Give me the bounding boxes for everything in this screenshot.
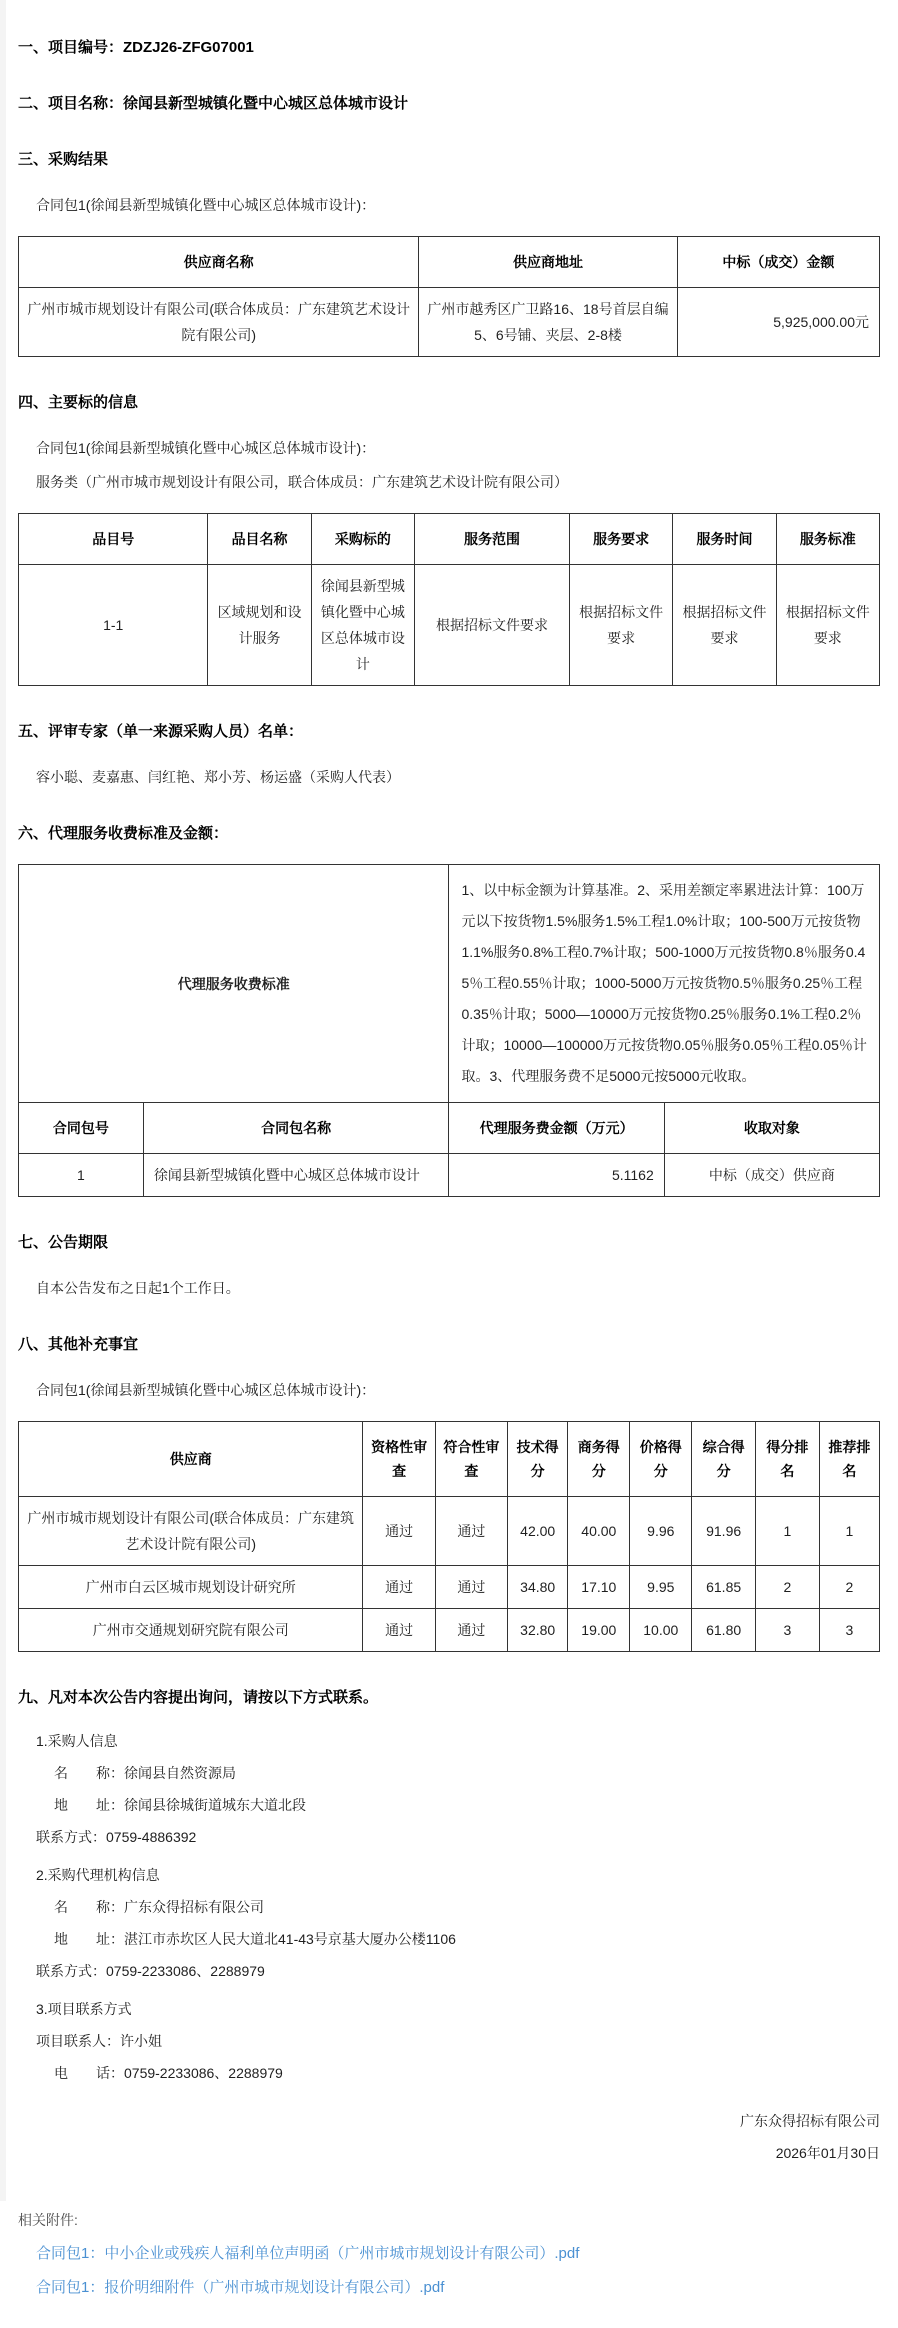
service-scope-cell: 根据招标文件要求 <box>415 565 570 686</box>
supplier-name-cell: 广州市交通规划研究院有限公司 <box>19 1609 363 1652</box>
recommend-rank-cell: 1 <box>819 1497 879 1566</box>
package-number-cell: 1 <box>19 1154 144 1197</box>
conformity-review-cell: 通过 <box>435 1566 507 1609</box>
agency-contact-value: 0759-2233086、2288979 <box>106 1963 265 1979</box>
table-header-row <box>19 1422 880 1497</box>
total-score-cell: 91.96 <box>692 1497 756 1566</box>
subject-category-label: 服务类（广州市城市规划设计有限公司，联合体成员：广东建筑艺术设计院有限公司） <box>36 471 880 493</box>
table-row <box>19 1497 880 1566</box>
agency-contact-line <box>36 1960 880 1982</box>
purchaser-address-line <box>54 1794 880 1816</box>
column-header: 资格性审查 <box>363 1422 435 1497</box>
column-header: 服务范围 <box>415 514 570 565</box>
table-row <box>19 1154 880 1197</box>
section-project-name-title: 二、项目名称：徐闻县新型城镇化暨中心城区总体城市设计 <box>18 94 880 114</box>
column-header: 中标（成交）金额 <box>677 237 879 288</box>
fee-standard-row <box>19 865 880 1103</box>
purchaser-address-value: 徐闻县徐城街道城东大道北段 <box>124 1797 306 1813</box>
service-time-cell: 根据招标文件要求 <box>673 565 776 686</box>
purchaser-name-value: 徐闻县自然资源局 <box>124 1765 236 1781</box>
price-score-cell: 9.95 <box>630 1566 692 1609</box>
section-project-number-title: 一、项目编号：ZDZJ26-ZFG07001 <box>18 38 880 58</box>
result-table <box>18 236 880 357</box>
section-supplement-title: 八、其他补充事宜 <box>18 1335 880 1355</box>
total-score-cell: 61.85 <box>692 1566 756 1609</box>
fee-payer-cell: 中标（成交）供应商 <box>664 1154 879 1197</box>
price-score-cell: 10.00 <box>630 1609 692 1652</box>
supplier-name-cell: 广州市白云区城市规划设计研究所 <box>19 1566 363 1609</box>
score-rank-cell: 1 <box>755 1497 819 1566</box>
notice-period-text: 自本公告发布之日起1个工作日。 <box>36 1277 880 1299</box>
agency-info-heading: 2.采购代理机构信息 <box>36 1864 880 1886</box>
agency-contact-label: 联系方式： <box>36 1963 106 1979</box>
purchaser-info-heading: 1.采购人信息 <box>36 1730 880 1752</box>
score-table <box>18 1421 880 1652</box>
price-score-cell: 9.96 <box>630 1497 692 1566</box>
column-header: 采购标的 <box>311 514 414 565</box>
project-phone-label: 电 话： <box>54 2065 124 2081</box>
column-header: 代理服务费金额（万元） <box>449 1103 664 1154</box>
signature-organization: 广东众得招标有限公司 <box>18 2110 880 2132</box>
table-header-row <box>19 237 880 288</box>
conformity-review-cell: 通过 <box>435 1609 507 1652</box>
column-header: 品目名称 <box>208 514 311 565</box>
experts-names: 容小聪、麦嘉惠、闫红艳、郑小芳、杨运盛（采购人代表） <box>36 766 880 788</box>
fee-amount-cell: 5.1162 <box>449 1154 664 1197</box>
column-header: 技术得分 <box>508 1422 568 1497</box>
section-procurement-result-title: 三、采购结果 <box>18 150 880 170</box>
purchaser-name-label: 名 称： <box>54 1765 124 1781</box>
technical-score-cell: 34.80 <box>508 1566 568 1609</box>
score-rank-cell: 2 <box>755 1566 819 1609</box>
column-header: 推荐排名 <box>819 1422 879 1497</box>
technical-score-cell: 42.00 <box>508 1497 568 1566</box>
business-score-cell: 17.10 <box>568 1566 630 1609</box>
column-header: 合同包号 <box>19 1103 144 1154</box>
table-row <box>19 565 880 686</box>
project-phone-value: 0759-2233086、2288979 <box>124 2065 283 2081</box>
section-agency-fee-title: 六、代理服务收费标准及金额： <box>18 824 880 844</box>
column-header: 供应商地址 <box>419 237 677 288</box>
attachment-link-declaration-pdf[interactable]: 合同包1：中小企业或残疾人福利单位声明函（广州市城市规划设计有限公司）.pdf <box>36 2244 880 2264</box>
table-row <box>19 288 880 357</box>
column-header: 符合性审查 <box>435 1422 507 1497</box>
attachments-label: 相关附件: <box>18 2210 880 2230</box>
qualification-review-cell: 通过 <box>363 1497 435 1566</box>
subject-package-label: 合同包1(徐闻县新型城镇化暨中心城区总体城市设计)： <box>36 437 880 459</box>
score-rank-cell: 3 <box>755 1609 819 1652</box>
supplier-name-cell: 广州市城市规划设计有限公司(联合体成员：广东建筑艺术设计院有限公司) <box>19 1497 363 1566</box>
supplement-package-label: 合同包1(徐闻县新型城镇化暨中心城区总体城市设计)： <box>36 1379 880 1401</box>
column-header: 合同包名称 <box>143 1103 449 1154</box>
column-header: 服务标准 <box>776 514 879 565</box>
project-contact-person-value: 许小姐 <box>120 2033 162 2049</box>
section-contact-title: 九、凡对本次公告内容提出询问，请按以下方式联系。 <box>18 1688 880 1708</box>
agency-address-value: 湛江市赤坎区人民大道北41-43号京基大厦办公楼1106 <box>124 1931 456 1947</box>
purchaser-contact-line <box>36 1826 880 1848</box>
project-phone-line <box>54 2062 880 2084</box>
signature-date: 2026年01月30日 <box>18 2142 880 2164</box>
fee-standard-label-cell: 代理服务收费标准 <box>19 865 449 1103</box>
agency-address-line <box>54 1928 880 1950</box>
project-contact-person-line <box>36 2030 880 2052</box>
fee-standard-text-cell: 1、以中标金额为计算基准。2、采用差额定率累进法计算：100万元以下按货物1.5%服务1.5%工程1.0%计取；100-500万元按货物1.1%服务0.8%工程0.7%计取；500-1000万元按货物0.8％服务0.45％工程0.55％计取；1000-5000万元按货物0.5％服务0.25％工程0.35％计取；5000—10000万元按货物0.25％服务0.1%工程0.2％计取；10000—100000万元按货物0.05％服务0.05％工程0.05％计取。3、代理服务费不足5000元按5000元收取。 <box>449 865 880 1103</box>
service-standard-cell: 根据招标文件要求 <box>776 565 879 686</box>
purchaser-contact-value: 0759-4886392 <box>106 1829 196 1845</box>
column-header: 品目号 <box>19 514 208 565</box>
attachment-link-quotation-pdf[interactable]: 合同包1：报价明细附件（广州市城市规划设计有限公司）.pdf <box>36 2278 880 2298</box>
agency-name-value: 广东众得招标有限公司 <box>124 1899 264 1915</box>
column-header: 得分排名 <box>755 1422 819 1497</box>
supplier-address-cell: 广州市越秀区广卫路16、18号首层自编5、6号铺、夹层、2-8楼 <box>419 288 677 357</box>
agency-address-label: 地 址： <box>54 1931 124 1947</box>
qualification-review-cell: 通过 <box>363 1609 435 1652</box>
technical-score-cell: 32.80 <box>508 1609 568 1652</box>
column-header: 供应商 <box>19 1422 363 1497</box>
table-row <box>19 1609 880 1652</box>
agency-name-label: 名 称： <box>54 1899 124 1915</box>
project-contact-heading: 3.项目联系方式 <box>36 1998 880 2020</box>
column-header: 服务时间 <box>673 514 776 565</box>
section-subject-info-title: 四、主要标的信息 <box>18 393 880 413</box>
table-row <box>19 1566 880 1609</box>
item-number-cell: 1-1 <box>19 565 208 686</box>
table-header-row <box>19 514 880 565</box>
column-header: 综合得分 <box>692 1422 756 1497</box>
purchaser-contact-label: 联系方式： <box>36 1829 106 1845</box>
column-header: 供应商名称 <box>19 237 419 288</box>
column-header: 商务得分 <box>568 1422 630 1497</box>
agency-name-line <box>54 1896 880 1918</box>
conformity-review-cell: 通过 <box>435 1497 507 1566</box>
section-experts-title: 五、评审专家（单一来源采购人员）名单： <box>18 722 880 742</box>
award-amount-cell: 5,925,000.00元 <box>677 288 879 357</box>
column-header: 收取对象 <box>664 1103 879 1154</box>
business-score-cell: 19.00 <box>568 1609 630 1652</box>
recommend-rank-cell: 3 <box>819 1609 879 1652</box>
procurement-subject-cell: 徐闻县新型城镇化暨中心城区总体城市设计 <box>311 565 414 686</box>
item-name-cell: 区域规划和设计服务 <box>208 565 311 686</box>
package-name-cell: 徐闻县新型城镇化暨中心城区总体城市设计 <box>143 1154 449 1197</box>
service-requirement-cell: 根据招标文件要求 <box>570 565 673 686</box>
qualification-review-cell: 通过 <box>363 1566 435 1609</box>
fee-table <box>18 864 880 1197</box>
purchaser-name-line <box>54 1762 880 1784</box>
project-contact-person-label: 项目联系人： <box>36 2033 120 2049</box>
business-score-cell: 40.00 <box>568 1497 630 1566</box>
recommend-rank-cell: 2 <box>819 1566 879 1609</box>
column-header: 服务要求 <box>570 514 673 565</box>
total-score-cell: 61.80 <box>692 1609 756 1652</box>
supplier-name-cell: 广州市城市规划设计有限公司(联合体成员：广东建筑艺术设计院有限公司) <box>19 288 419 357</box>
table-header-row <box>19 1103 880 1154</box>
purchaser-address-label: 地 址： <box>54 1797 124 1813</box>
section-notice-period-title: 七、公告期限 <box>18 1233 880 1253</box>
result-package-label: 合同包1(徐闻县新型城镇化暨中心城区总体城市设计)： <box>36 194 880 216</box>
subject-table <box>18 513 880 686</box>
column-header: 价格得分 <box>630 1422 692 1497</box>
